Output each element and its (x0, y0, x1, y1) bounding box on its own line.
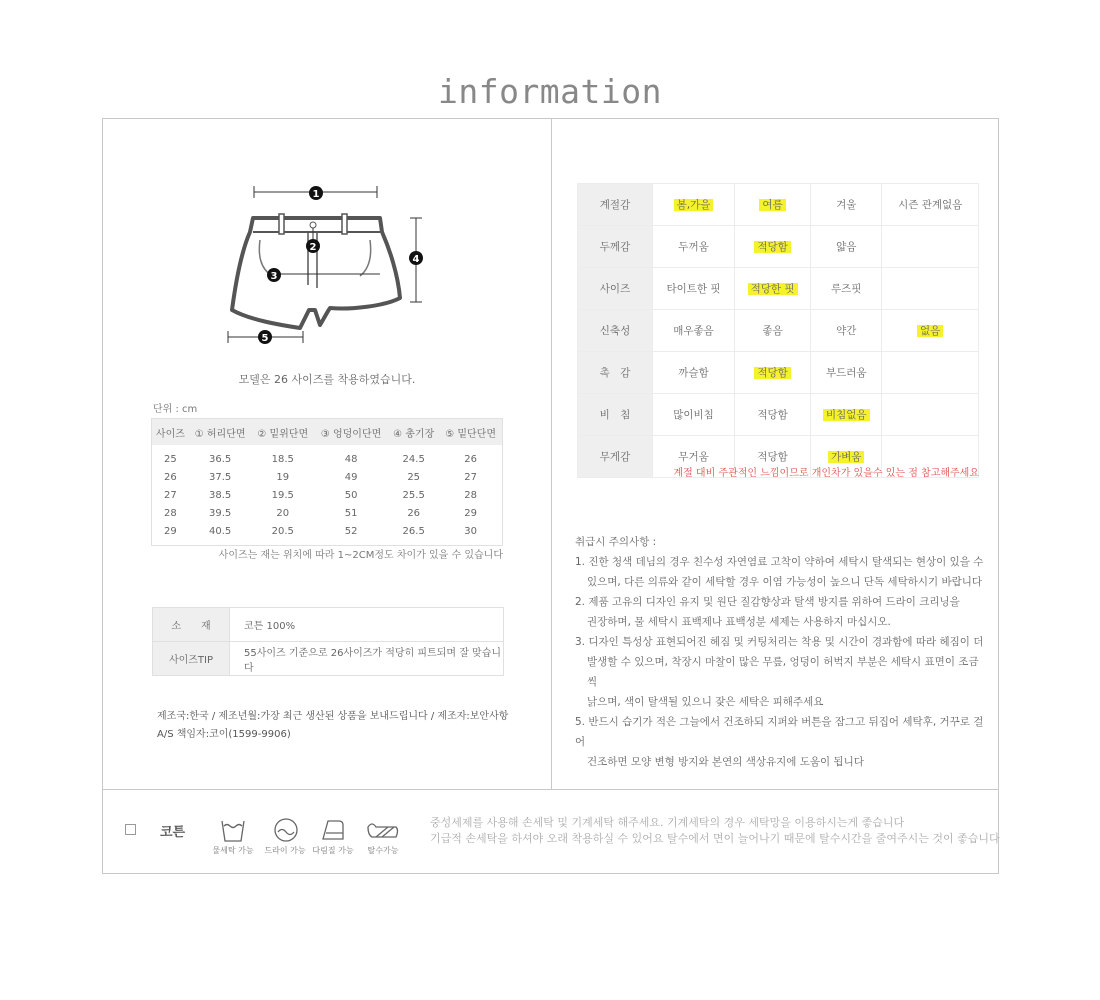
table-cell: 24.5 (402, 453, 425, 465)
feel-value: 루즈핏 (831, 283, 862, 295)
care-instructions (575, 532, 985, 772)
feel-cell (882, 352, 979, 394)
feel-note: 계절 대비 주관적인 느낌이므로 개인차가 있을수 있는 점 참고해주세요 (673, 468, 979, 479)
marker-5: 5 (261, 333, 269, 344)
wash-guide-line: 중성세제를 사용해 손세탁 및 기계세탁 해주세요. 기계세탁의 경우 세탁망을 이용하시는게 좋습니다 (430, 816, 905, 829)
table-cell: 49 (344, 471, 358, 483)
vertical-divider (551, 118, 552, 789)
feel-value: 두꺼움 (678, 241, 709, 253)
material-table (152, 607, 504, 676)
feel-cell (735, 226, 811, 268)
care-line: 1. 진한 청색 데님의 경우 친수성 자연염료 고착이 약하여 세탁시 탈색되는 현상이 있을 수 (575, 556, 984, 568)
size-variance-note: 사이즈는 재는 위치에 따라 1~2CM정도 차이가 있을 수 있습니다 (218, 550, 503, 561)
marker-2: 2 (309, 242, 317, 253)
feel-cell (882, 268, 979, 310)
spin-dry-icon (366, 817, 400, 843)
wash-guide-line: 기급적 손세탁을 하셔야 오래 착용하실 수 있어요 탈수에서 면이 늘어나기 때문에 탈수시간을 줄여주시는 것이 좋습니다 (430, 832, 1000, 845)
horizontal-divider (102, 789, 999, 790)
feel-row (578, 394, 979, 436)
material-label: 소 재 (153, 608, 230, 642)
table-cell: 50 (344, 489, 358, 501)
table-cell: 52 (344, 525, 358, 537)
table-cell: 19.5 (271, 489, 294, 501)
model-size-note: 모델은 26 사이즈를 착용하였습니다. (238, 373, 416, 386)
feel-row-label: 무게감 (578, 436, 653, 478)
table-row (152, 504, 503, 522)
table-cell: 51 (344, 507, 358, 519)
size-col-header: ② 밑위단면 (251, 419, 314, 446)
table-cell: 18.5 (271, 453, 294, 465)
feel-value: 많이비침 (673, 409, 714, 421)
feel-value-selected: 가벼움 (828, 451, 864, 463)
table-row (152, 468, 503, 486)
feel-cell (882, 310, 979, 352)
feel-value: 타이트한 핏 (666, 283, 721, 295)
fabric-feel-table (577, 183, 979, 478)
care-line: 있으며, 다른 의류와 같이 세탁할 경우 이염 가능성이 높으니 단독 세탁하시기 바랍니다 (587, 576, 983, 588)
feel-cell (653, 268, 735, 310)
table-row (152, 445, 503, 468)
feel-cell (653, 394, 735, 436)
feel-value: 겨울 (836, 199, 857, 211)
table-cell: 29 (164, 525, 177, 537)
table-cell: 29 (464, 507, 477, 519)
water-wash-icon (220, 817, 246, 843)
feel-cell (811, 226, 882, 268)
material-value: 코튼 100% (230, 608, 504, 642)
table-cell: 25 (164, 453, 177, 465)
feel-cell (735, 184, 811, 226)
table-cell: 39.5 (209, 507, 232, 519)
table-cell: 37.5 (209, 471, 232, 483)
size-col-header: 사이즈 (152, 419, 189, 446)
size-col-header: ⑤ 밑단단면 (439, 419, 502, 446)
feel-cell (882, 394, 979, 436)
table-cell: 36.5 (209, 453, 232, 465)
table-cell: 26 (407, 507, 421, 519)
ironing-label: 다림질 가능 (312, 846, 354, 855)
marker-4: 4 (412, 254, 420, 265)
feel-value-selected: 봄,가을 (674, 199, 714, 211)
size-col-header: ④ 총기장 (388, 419, 439, 446)
feel-cell (735, 268, 811, 310)
feel-row (578, 352, 979, 394)
feel-value-selected: 적당함 (754, 367, 790, 379)
table-cell: 38.5 (209, 489, 232, 501)
as-contact-line: A/S 책임자:코이(1599-9906) (157, 729, 291, 740)
table-cell: 48 (344, 453, 358, 465)
size-table-header (152, 419, 503, 446)
table-cell: 20 (276, 507, 290, 519)
size-col-header: ① 허리단면 (189, 419, 252, 446)
feel-row-label: 신축성 (578, 310, 653, 352)
care-line: 2. 제품 고유의 디자인 유지 및 원단 질감향상과 탈색 방지를 위하여 드라이 크리닝을 (575, 596, 960, 608)
feel-cell (882, 184, 979, 226)
care-line: 낡으며, 색이 탈색될 있으니 잦은 세탁은 피해주세요 (587, 696, 824, 708)
wash-guide-text (430, 815, 1000, 847)
table-cell: 27 (164, 489, 177, 501)
material-row (153, 608, 504, 642)
table-cell: 27 (464, 471, 477, 483)
feel-row-label: 촉 감 (578, 352, 653, 394)
manufacturer-info (157, 708, 508, 744)
care-title: 취급시 주의사항 : (575, 536, 657, 548)
care-line: 건조하면 모양 변형 방지와 본연의 색상유지에 도움이 됩니다 (587, 756, 864, 768)
page-title: information (437, 72, 663, 111)
marker-1: 1 (312, 189, 320, 200)
feel-row (578, 226, 979, 268)
feel-cell (735, 352, 811, 394)
care-line: 5. 반드시 습기가 적은 그늘에서 건조하되 지퍼와 버튼을 잠그고 뒤집어 세탁후, 거꾸로 걸어 (575, 716, 984, 748)
care-line: 권장하며, 물 세탁시 표백제나 표백성분 세제는 사용하지 마십시오. (587, 616, 891, 628)
feel-row-label: 두께감 (578, 226, 653, 268)
feel-value: 매우좋음 (673, 325, 714, 337)
feel-value: 약간 (836, 325, 857, 337)
ironing-icon (320, 817, 346, 843)
table-cell: 28 (164, 507, 177, 519)
feel-cell (653, 226, 735, 268)
table-cell: 40.5 (209, 525, 232, 537)
table-cell: 30 (464, 525, 477, 537)
feel-value: 부드러움 (825, 367, 867, 379)
manufacturer-line: 제조국:한국 / 제조년월:가장 최근 생산된 상품을 보내드립니다 / 제조자:보안사항 (157, 711, 509, 722)
spin-dry-label: 탈수가능 (367, 846, 399, 855)
feel-row-label: 사이즈 (578, 268, 653, 310)
care-line: 3. 디자인 특성상 표현되어진 헤짐 및 커팅처리는 착용 및 시간이 경과함에 따라 헤짐이 더 (575, 636, 984, 648)
size-tip-label: 사이즈TIP (153, 642, 230, 676)
feel-cell (811, 394, 882, 436)
feel-value: 적당함 (757, 409, 788, 421)
shorts-measurement-diagram (220, 180, 440, 350)
feel-cell (811, 352, 882, 394)
table-cell: 26 (164, 471, 177, 483)
feel-row (578, 310, 979, 352)
unit-label: 단위 : cm (153, 404, 198, 415)
feel-value: 무거움 (678, 451, 709, 463)
table-row (152, 522, 503, 546)
table-cell: 25.5 (402, 489, 425, 501)
fabric-checkbox[interactable] (125, 824, 136, 835)
water-wash-label: 물세탁 가능 (212, 846, 254, 855)
feel-cell (811, 310, 882, 352)
size-col-header: ③ 엉덩이단면 (314, 419, 388, 446)
table-cell: 26 (464, 453, 477, 465)
dry-clean-icon (273, 817, 299, 843)
feel-cell (653, 352, 735, 394)
care-line: 발생할 수 있으며, 착장시 마찰이 많은 무릎, 엉덩이 허벅지 부분은 세탁시 표면이 조금씩 (587, 656, 979, 688)
feel-value: 시즌 관계없음 (898, 199, 963, 211)
size-tip-row (153, 642, 504, 676)
feel-cell (653, 184, 735, 226)
feel-row (578, 268, 979, 310)
feel-value: 까슬함 (678, 367, 709, 379)
feel-value: 얇음 (836, 241, 857, 253)
feel-cell (811, 268, 882, 310)
size-table (151, 418, 503, 546)
feel-row (578, 184, 979, 226)
feel-cell (653, 310, 735, 352)
table-cell: 25 (407, 471, 421, 483)
table-cell: 20.5 (271, 525, 294, 537)
size-tip-value: 55사이즈 기준으로 26사이즈가 적당히 피트되며 잘 맞습니다 (230, 642, 504, 676)
dry-clean-label: 드라이 가능 (264, 846, 306, 855)
feel-value-selected: 비침없음 (823, 409, 870, 421)
table-cell: 26.5 (402, 525, 425, 537)
table-row (152, 486, 503, 504)
table-cell: 19 (276, 471, 290, 483)
feel-value-selected: 적당함 (754, 241, 790, 253)
feel-value-selected: 여름 (759, 199, 785, 211)
feel-cell (882, 226, 979, 268)
marker-3: 3 (270, 271, 278, 282)
feel-value: 적당함 (757, 451, 788, 463)
feel-value-selected: 적당한 핏 (748, 283, 798, 295)
feel-cell (735, 394, 811, 436)
table-cell: 28 (464, 489, 477, 501)
feel-row-label: 비 침 (578, 394, 653, 436)
feel-value-selected: 없음 (917, 325, 943, 337)
feel-value: 좋음 (762, 325, 783, 337)
feel-cell (735, 310, 811, 352)
feel-cell (811, 184, 882, 226)
fabric-type: 코튼 (160, 825, 186, 840)
feel-row-label: 계절감 (578, 184, 653, 226)
